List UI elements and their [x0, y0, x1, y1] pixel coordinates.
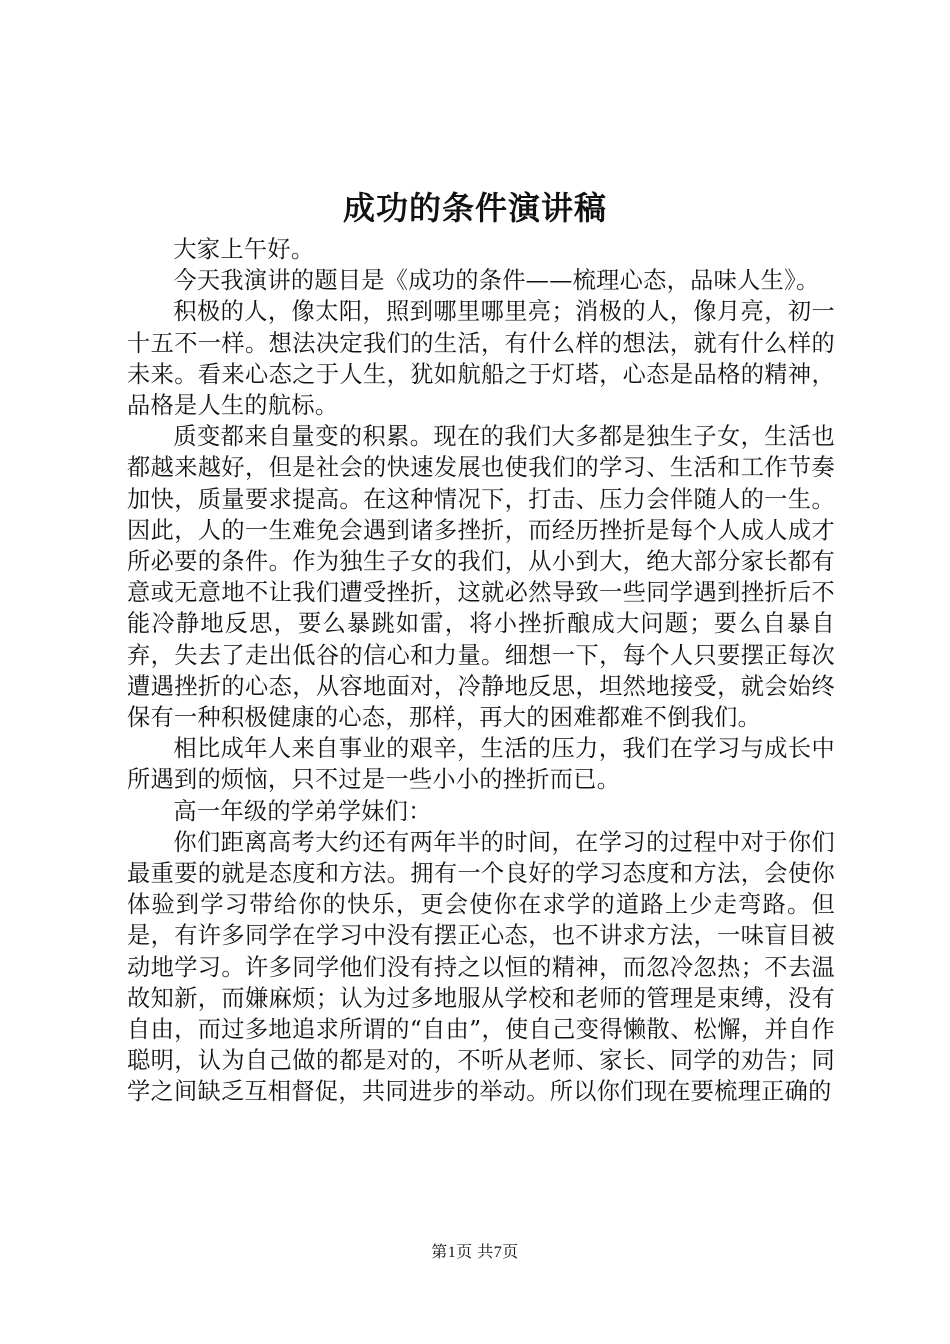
document-body: [127, 234, 835, 1108]
paragraph-address: 高一年级的学弟学妹们：: [173, 797, 432, 825]
paragraph-study-advice: 你们距离高考大约还有两年半的时间，在学习的过程中对于你们最重要的就是态度和方法。拥有一个良好的学习态度和方法，会使你体验到学习带给你的快乐，更会使你在求学的道路上少走弯路。但是，有许多同学在学习中没有摆正心态，也不讲求方法，一味盲目被动地学习。许多同学他们没有持之以恒的精神，而忽冷忽热；不去温故知新，而嫌麻烦；认为过多地服从学校和老师的管理是束缚，没有自由，而过多地追求所谓的“自由”，使自己变得懒散、松懈，并自作聪明，认为自己做的都是对的，不听从老师、家长、同学的劝告；同学之间缺乏互相督促，共同进步的举动。所以你们现在要梳理正确的: [127, 828, 835, 1106]
paragraph-topic: 今天我演讲的题目是《成功的条件——梳理心态，品味人生》。: [173, 267, 820, 295]
paragraph-greeting: 大家上午好。: [173, 236, 315, 263]
document-title: 成功的条件演讲稿: [342, 189, 607, 227]
paragraph-comparison: 相比成年人来自事业的艰辛，生活的压力，我们在学习与成长中所遇到的烦恼，只不过是一些小小的挫折而已。: [127, 735, 835, 794]
page-number-footer: 第1页 共7页: [431, 1244, 519, 1261]
paragraph-attitude: 积极的人，像太阳，照到哪里哪里亮；消极的人，像月亮，初一十五不一样。想法决定我们的生活，有什么样的想法，就有什么样的未来。看来心态之于人生，犹如航船之于灯塔，心态是品格的精神，品格是人生的航标。: [127, 298, 835, 420]
paragraph-setbacks: 质变都来自量变的积累。现在的我们大多都是独生子女，生活也都越来越好，但是社会的快速发展也使我们的学习、生活和工作节奏加快，质量要求提高。在这种情况下，打击、压力会伴随人的一生。因此，人的一生难免会遇到诸多挫折，而经历挫折是每个人成人成才所必要的条件。作为独生子女的我们，从小到大，绝大部分家长都有意或无意地不让我们遭受挫折，这就必然导致一些同学遇到挫折后不能冷静地反思，要么暴跳如雷，将小挫折酿成大问题；要么自暴自弃，失去了走出低谷的信心和力量。细想一下，每个人只要摆正每次遭遇挫折的心态，从容地面对，冷静地反思，坦然地接受，就会始终保有一种积极健康的心态，那样，再大的困难都难不倒我们。: [127, 423, 835, 732]
